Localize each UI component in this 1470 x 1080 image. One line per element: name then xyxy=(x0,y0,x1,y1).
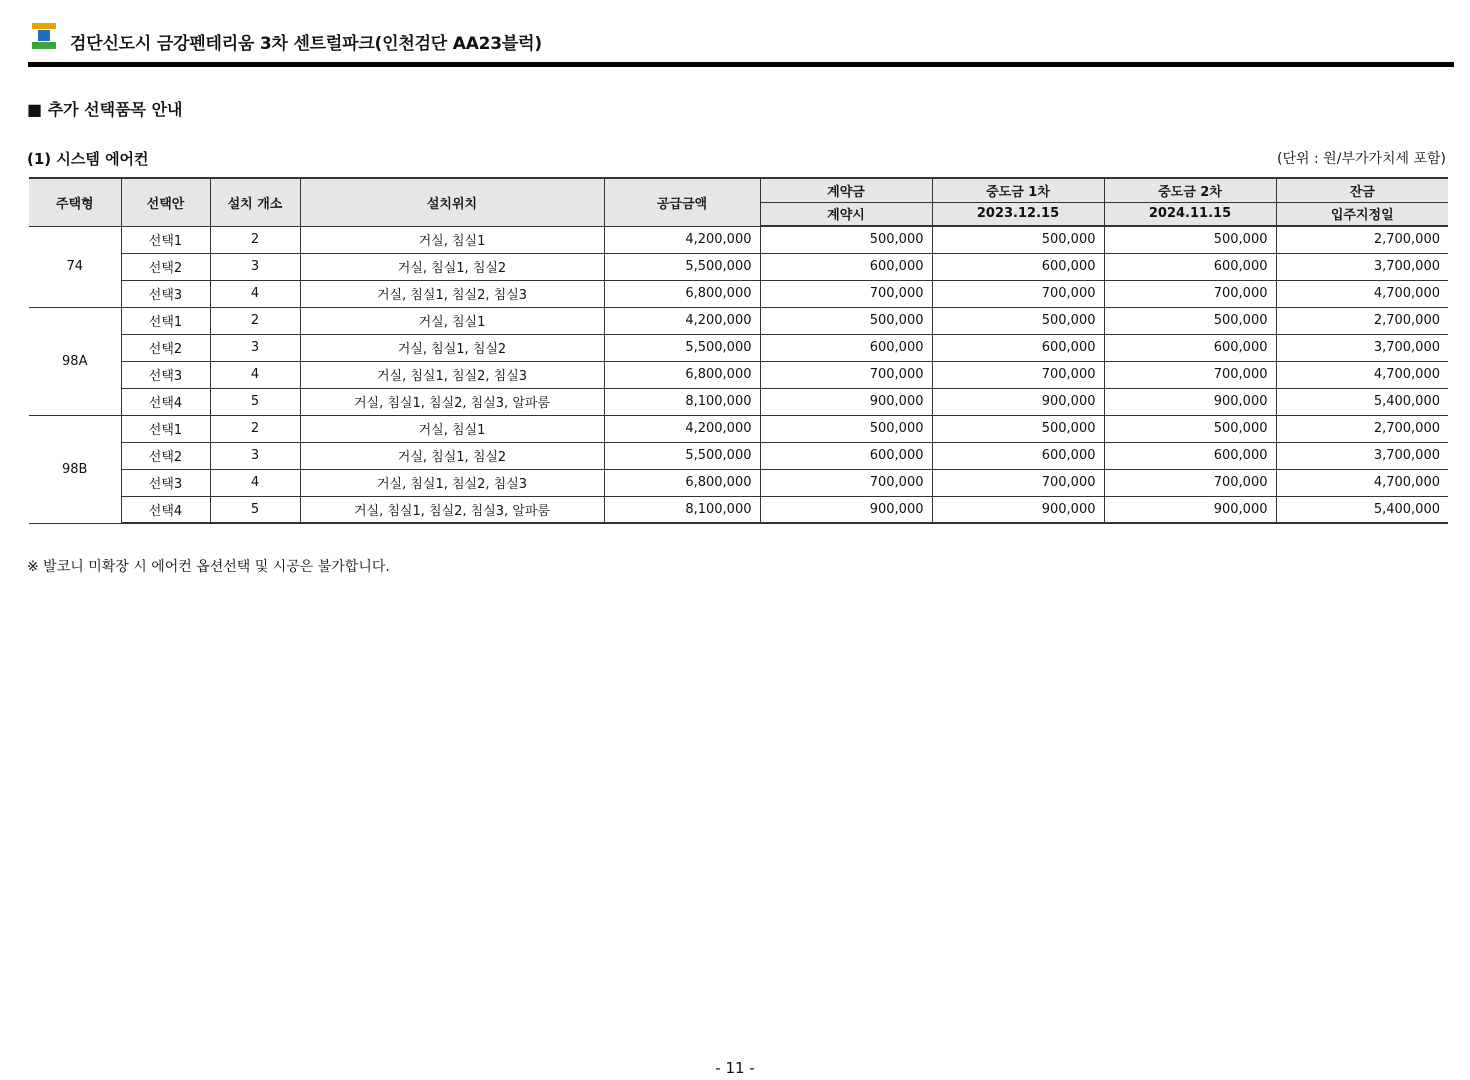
count-cell: 4 xyxy=(210,361,300,388)
table-row xyxy=(29,361,1448,388)
location-cell: 거실, 침실1, 침실2, 침실3, 알파룸 xyxy=(300,496,604,523)
supply-amount-cell: 8,100,000 xyxy=(604,496,760,523)
mid2-cell: 500,000 xyxy=(1104,226,1276,253)
header-type: 주택형 xyxy=(29,178,121,226)
supply-amount-cell: 6,800,000 xyxy=(604,280,760,307)
subsection-title: (1) 시스템 에어컨 xyxy=(27,150,149,168)
location-cell: 거실, 침실1, 침실2 xyxy=(300,334,604,361)
header-deposit-sub: 계약시 xyxy=(760,202,932,226)
location-cell: 거실, 침실1 xyxy=(300,307,604,334)
option-cell: 선택1 xyxy=(121,307,210,334)
mid1-cell: 900,000 xyxy=(932,388,1104,415)
mid2-cell: 700,000 xyxy=(1104,361,1276,388)
deposit-cell: 600,000 xyxy=(760,253,932,280)
supply-amount-cell: 5,500,000 xyxy=(604,334,760,361)
mid1-cell: 700,000 xyxy=(932,469,1104,496)
mid2-cell: 700,000 xyxy=(1104,469,1276,496)
table-row xyxy=(29,496,1448,523)
mid1-cell: 600,000 xyxy=(932,442,1104,469)
location-cell: 거실, 침실1, 침실2, 침실3 xyxy=(300,280,604,307)
option-cell: 선택2 xyxy=(121,253,210,280)
header-mid1-date: 2023.12.15 xyxy=(932,202,1104,226)
count-cell: 2 xyxy=(210,226,300,253)
header-mid1: 중도금 1차 xyxy=(932,178,1104,202)
page-number: - 11 - xyxy=(715,1059,755,1077)
unit-type-cell: 98B xyxy=(29,415,121,523)
mid1-cell: 700,000 xyxy=(932,361,1104,388)
mid2-cell: 700,000 xyxy=(1104,280,1276,307)
option-cell: 선택3 xyxy=(121,469,210,496)
supply-amount-cell: 8,100,000 xyxy=(604,388,760,415)
deposit-cell: 600,000 xyxy=(760,334,932,361)
company-logo-icon xyxy=(30,22,58,50)
location-cell: 거실, 침실1, 침실2, 침실3 xyxy=(300,469,604,496)
document-title: 검단신도시 금강펜테리움 3차 센트럴파크(인천검단 AA23블럭) xyxy=(70,34,542,54)
count-cell: 4 xyxy=(210,280,300,307)
balance-cell: 4,700,000 xyxy=(1276,469,1448,496)
count-cell: 4 xyxy=(210,469,300,496)
deposit-cell: 600,000 xyxy=(760,442,932,469)
mid1-cell: 900,000 xyxy=(932,496,1104,523)
unit-note: (단위 : 원/부가가치세 포함) xyxy=(1277,151,1446,167)
location-cell: 거실, 침실1 xyxy=(300,415,604,442)
location-cell: 거실, 침실1, 침실2, 침실3, 알파룸 xyxy=(300,388,604,415)
supply-amount-cell: 5,500,000 xyxy=(604,442,760,469)
mid2-cell: 500,000 xyxy=(1104,415,1276,442)
supply-amount-cell: 4,200,000 xyxy=(604,307,760,334)
deposit-cell: 500,000 xyxy=(760,226,932,253)
balance-cell: 3,700,000 xyxy=(1276,334,1448,361)
location-cell: 거실, 침실1, 침실2 xyxy=(300,442,604,469)
header-count: 설치 개소 xyxy=(210,178,300,226)
unit-type-cell: 98A xyxy=(29,307,121,415)
mid2-cell: 900,000 xyxy=(1104,496,1276,523)
count-cell: 5 xyxy=(210,388,300,415)
table-row xyxy=(29,469,1448,496)
balance-cell: 3,700,000 xyxy=(1276,442,1448,469)
option-cell: 선택3 xyxy=(121,361,210,388)
count-cell: 2 xyxy=(210,307,300,334)
option-cell: 선택3 xyxy=(121,280,210,307)
header-mid2-date: 2024.11.15 xyxy=(1104,202,1276,226)
option-cell: 선택2 xyxy=(121,442,210,469)
balance-cell: 2,700,000 xyxy=(1276,415,1448,442)
table-row xyxy=(29,388,1448,415)
deposit-cell: 500,000 xyxy=(760,415,932,442)
table-body xyxy=(29,226,1448,523)
count-cell: 5 xyxy=(210,496,300,523)
table-row xyxy=(29,226,1448,253)
table-row xyxy=(29,280,1448,307)
table-row xyxy=(29,442,1448,469)
header-balance-sub: 입주지정일 xyxy=(1276,202,1448,226)
option-cell: 선택4 xyxy=(121,388,210,415)
mid2-cell: 600,000 xyxy=(1104,253,1276,280)
deposit-cell: 700,000 xyxy=(760,280,932,307)
header-rule xyxy=(28,62,1454,67)
deposit-cell: 900,000 xyxy=(760,388,932,415)
count-cell: 3 xyxy=(210,334,300,361)
mid2-cell: 500,000 xyxy=(1104,307,1276,334)
location-cell: 거실, 침실1, 침실2, 침실3 xyxy=(300,361,604,388)
document-header xyxy=(28,20,1454,66)
option-cell: 선택4 xyxy=(121,496,210,523)
location-cell: 거실, 침실1, 침실2 xyxy=(300,253,604,280)
count-cell: 3 xyxy=(210,442,300,469)
mid1-cell: 600,000 xyxy=(932,253,1104,280)
option-cell: 선택1 xyxy=(121,226,210,253)
table-row xyxy=(29,415,1448,442)
table-row xyxy=(29,334,1448,361)
header-balance: 잔금 xyxy=(1276,178,1448,202)
supply-amount-cell: 4,200,000 xyxy=(604,415,760,442)
footnote: ※ 발코니 미확장 시 에어컨 옵션선택 및 시공은 불가합니다. xyxy=(27,559,390,575)
supply-amount-cell: 5,500,000 xyxy=(604,253,760,280)
mid1-cell: 500,000 xyxy=(932,307,1104,334)
supply-amount-cell: 6,800,000 xyxy=(604,469,760,496)
option-cell: 선택2 xyxy=(121,334,210,361)
table-row xyxy=(29,307,1448,334)
unit-type-cell: 74 xyxy=(29,226,121,307)
mid2-cell: 600,000 xyxy=(1104,442,1276,469)
location-cell: 거실, 침실1 xyxy=(300,226,604,253)
deposit-cell: 900,000 xyxy=(760,496,932,523)
balance-cell: 3,700,000 xyxy=(1276,253,1448,280)
mid1-cell: 600,000 xyxy=(932,334,1104,361)
balance-cell: 2,700,000 xyxy=(1276,226,1448,253)
mid1-cell: 700,000 xyxy=(932,280,1104,307)
deposit-cell: 500,000 xyxy=(760,307,932,334)
deposit-cell: 700,000 xyxy=(760,361,932,388)
header-mid2: 중도금 2차 xyxy=(1104,178,1276,202)
balance-cell: 5,400,000 xyxy=(1276,496,1448,523)
balance-cell: 4,700,000 xyxy=(1276,280,1448,307)
header-supply: 공급금액 xyxy=(604,178,760,226)
mid2-cell: 600,000 xyxy=(1104,334,1276,361)
mid1-cell: 500,000 xyxy=(932,415,1104,442)
section-title: ■ 추가 선택품목 안내 xyxy=(27,100,183,119)
header-option: 선택안 xyxy=(121,178,210,226)
balance-cell: 4,700,000 xyxy=(1276,361,1448,388)
header-deposit: 계약금 xyxy=(760,178,932,202)
option-cell: 선택1 xyxy=(121,415,210,442)
deposit-cell: 700,000 xyxy=(760,469,932,496)
count-cell: 2 xyxy=(210,415,300,442)
balance-cell: 5,400,000 xyxy=(1276,388,1448,415)
supply-amount-cell: 4,200,000 xyxy=(604,226,760,253)
count-cell: 3 xyxy=(210,253,300,280)
table-row xyxy=(29,253,1448,280)
supply-amount-cell: 6,800,000 xyxy=(604,361,760,388)
air-conditioner-price-table xyxy=(29,177,1448,524)
mid2-cell: 900,000 xyxy=(1104,388,1276,415)
header-location: 설치위치 xyxy=(300,178,604,226)
balance-cell: 2,700,000 xyxy=(1276,307,1448,334)
mid1-cell: 500,000 xyxy=(932,226,1104,253)
